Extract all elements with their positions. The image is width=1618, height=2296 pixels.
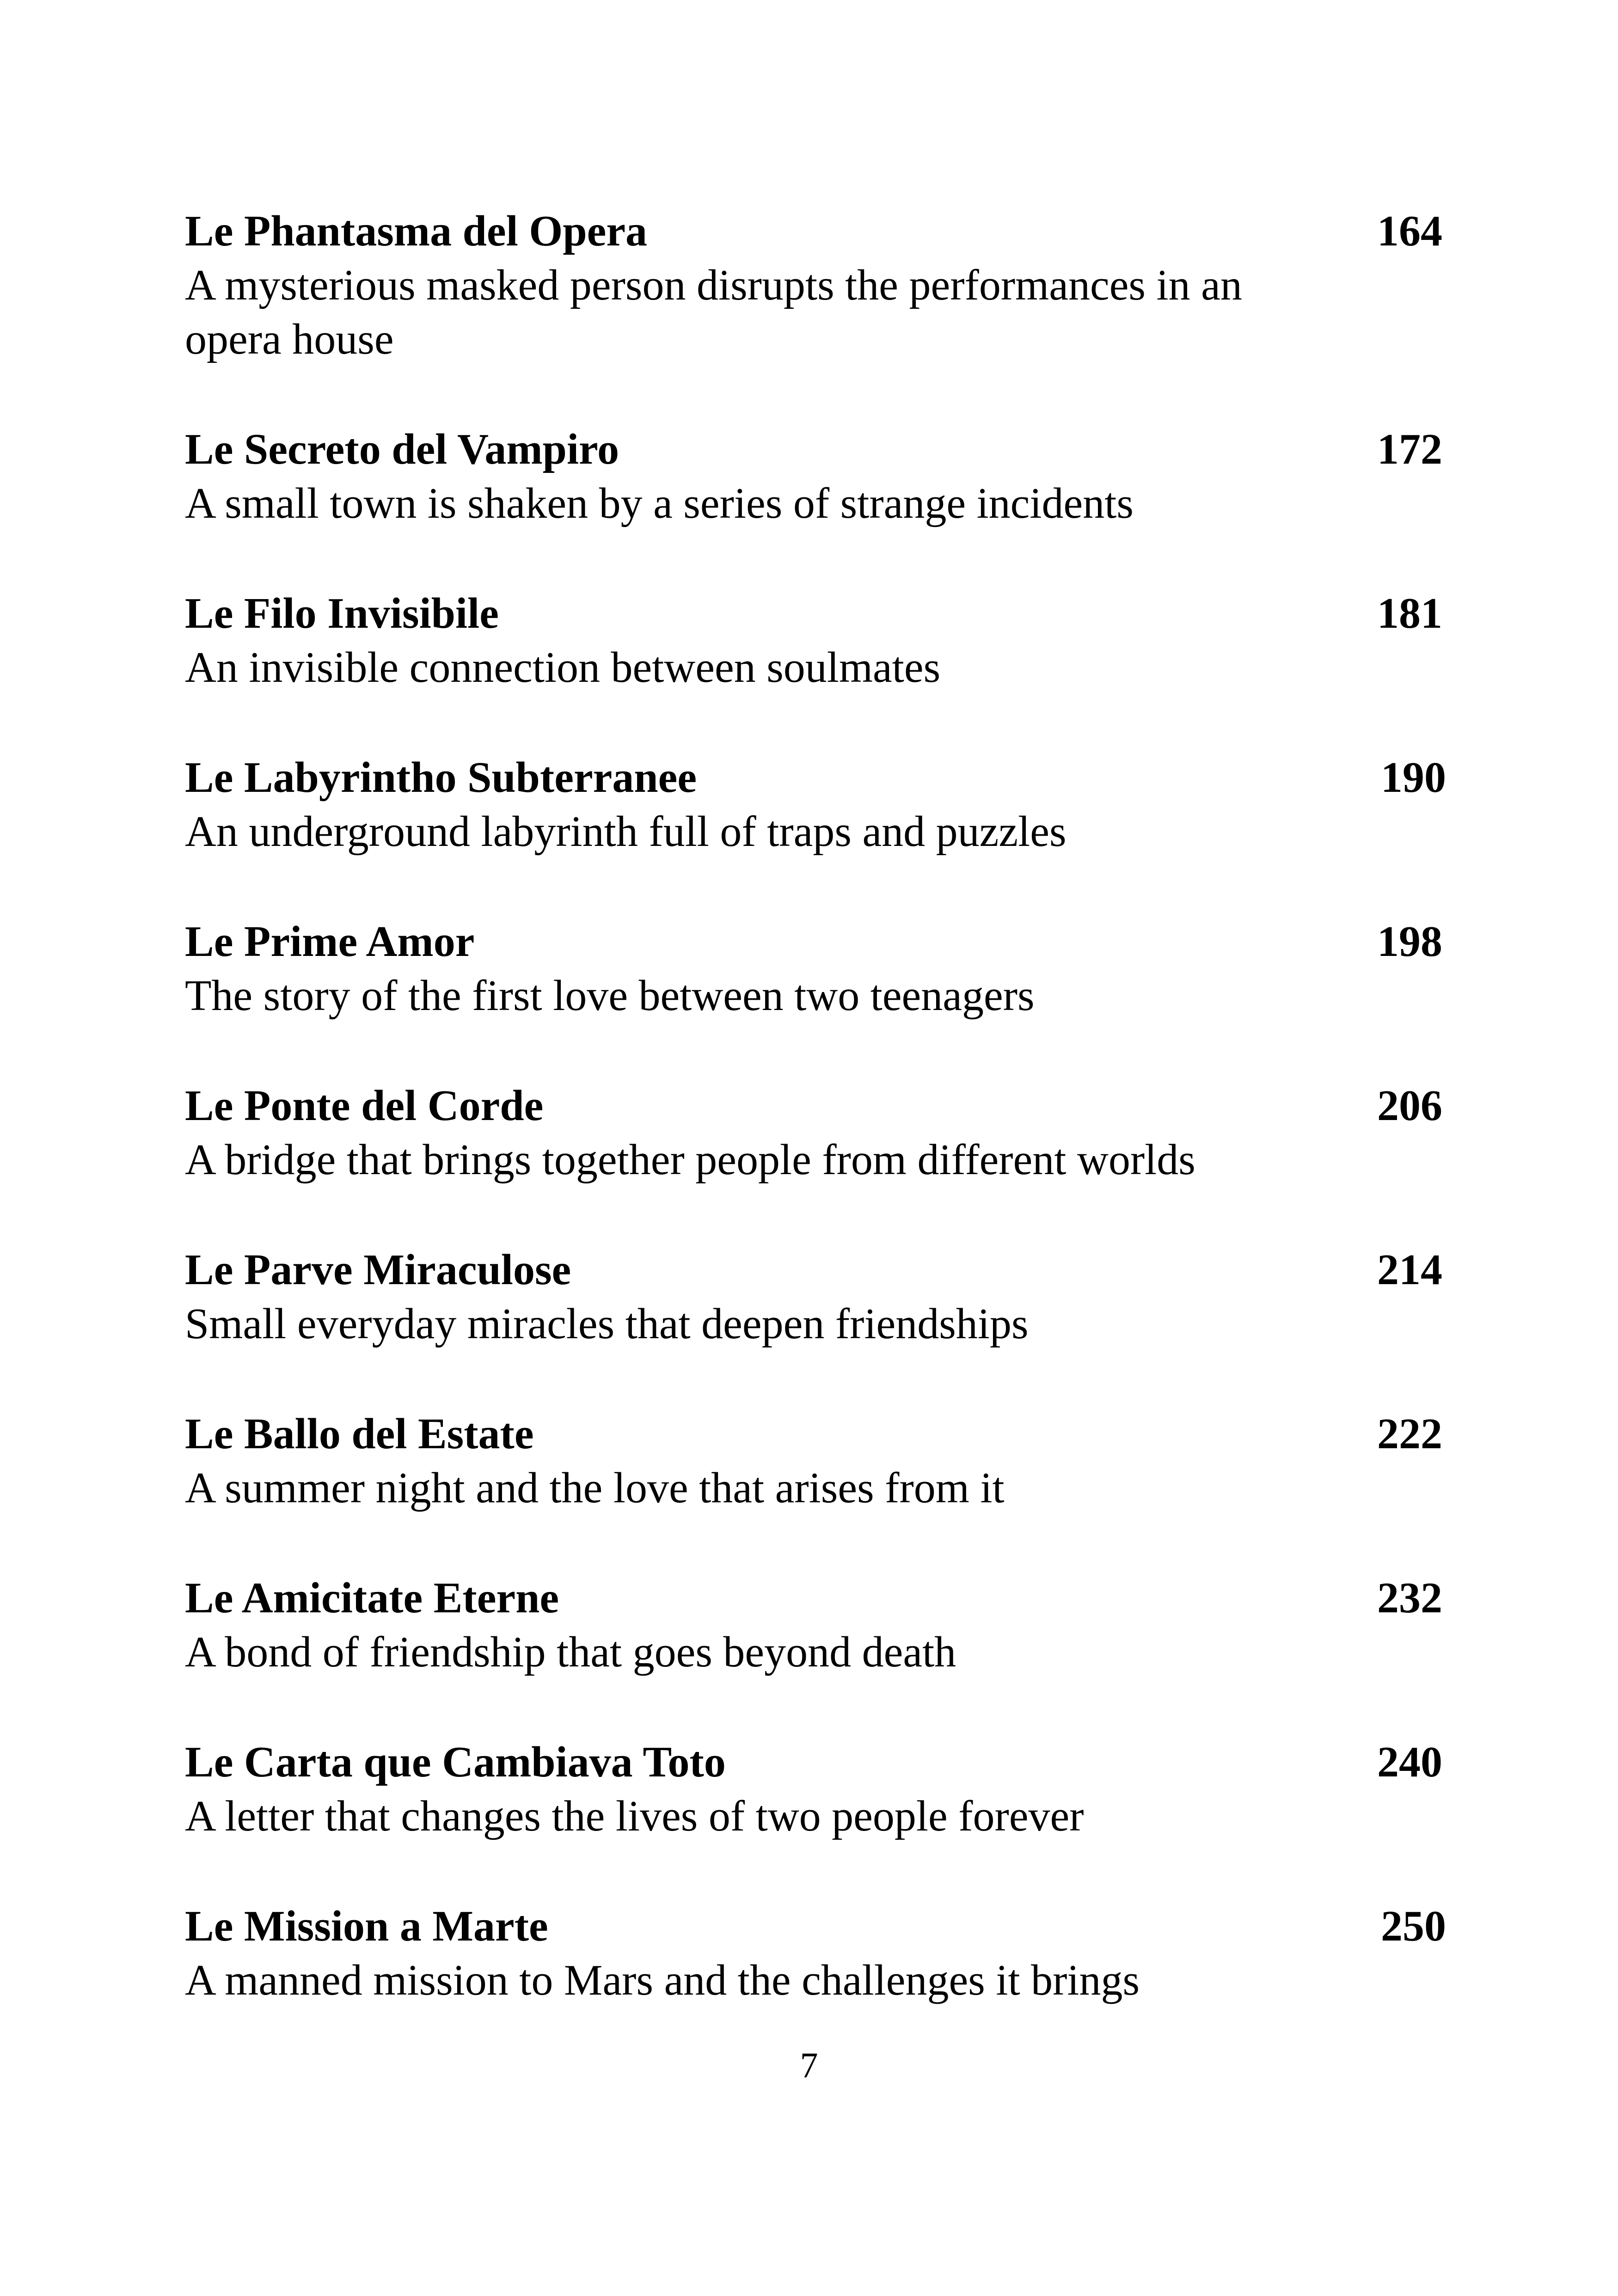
toc-entry-title: Le Secreto del Vampiro [185, 425, 619, 473]
toc-entry [185, 1735, 1442, 1843]
toc-entry [185, 422, 1442, 531]
toc-entry-page-number: 250 [1381, 1902, 1446, 1950]
toc-entry-page-number: 198 [1377, 918, 1442, 966]
toc-entry-title: Le Parve Miraculose [185, 1246, 571, 1294]
toc-entry-header [185, 915, 1442, 969]
toc-entry-title: Le Ballo del Estate [185, 1410, 534, 1458]
toc-entry-header [185, 751, 1446, 805]
toc-entry-description: A letter that changes the lives of two people forever [185, 1792, 1084, 1840]
toc-entry-page-number: 240 [1377, 1738, 1442, 1786]
toc-entry-header [185, 587, 1442, 641]
toc-entry [185, 1899, 1446, 2008]
toc-entry-title: Le Mission a Marte [185, 1902, 548, 1950]
toc-entry-page-number: 214 [1377, 1246, 1442, 1294]
toc-entry-description: The story of the first love between two teenagers [185, 972, 1035, 1020]
toc-entry [185, 1243, 1442, 1351]
toc-entry-header [185, 1899, 1446, 1953]
toc-entry-page-number: 181 [1377, 589, 1442, 637]
toc-entry-header [185, 1079, 1442, 1133]
toc-entry-header [185, 422, 1442, 477]
toc-entry-header [185, 1735, 1442, 1789]
toc-entry-description: An underground labyrinth full of traps and puzzles [185, 808, 1066, 856]
toc-entry-page-number: 190 [1381, 753, 1446, 802]
toc-entry-page-number: 222 [1377, 1410, 1442, 1458]
toc-entry-description: A bridge that brings together people from different worlds [185, 1136, 1195, 1184]
toc-entry-title: Le Labyrintho Subterranee [185, 753, 697, 802]
toc-entry-header [185, 1243, 1442, 1297]
toc-entry [185, 1079, 1442, 1187]
toc-entry-header [185, 1407, 1442, 1461]
toc-entry-description: Small everyday miracles that deepen friendships [185, 1300, 1029, 1348]
toc-entry-title: Le Filo Invisibile [185, 589, 499, 637]
toc-entry [185, 204, 1442, 367]
toc-entry-description: A small town is shaken by a series of strange incidents [185, 479, 1134, 527]
toc-entry-title: Le Phantasma del Opera [185, 207, 648, 255]
toc-entry-description: An invisible connection between soulmates [185, 643, 941, 692]
toc-entry-title: Le Prime Amor [185, 918, 475, 966]
toc-entry-header [185, 204, 1442, 258]
toc-entry-description: A bond of friendship that goes beyond death [185, 1628, 956, 1676]
page-number: 7 [800, 2045, 818, 2085]
toc-entry-description: A manned mission to Mars and the challenges it brings [185, 1956, 1140, 2004]
toc-entry-title: Le Carta que Cambiava Toto [185, 1738, 726, 1786]
toc-entry [185, 751, 1446, 859]
toc-entry [185, 915, 1442, 1023]
toc-entry [185, 587, 1442, 695]
toc-entry [185, 1407, 1442, 1515]
toc-entry-description: A summer night and the love that arises from it [185, 1464, 1005, 1512]
toc-entry-page-number: 172 [1377, 425, 1442, 473]
toc-entry-page-number: 206 [1377, 1082, 1442, 1130]
toc-entry-description: A mysterious masked person disrupts the performances in an opera house [185, 261, 1242, 363]
toc-entry-page-number: 164 [1377, 207, 1442, 255]
toc-entry-header [185, 1571, 1442, 1625]
toc-entry-title: Le Ponte del Corde [185, 1082, 544, 1130]
toc-entry-page-number: 232 [1377, 1574, 1442, 1622]
toc-entry [185, 1571, 1442, 1679]
table-of-contents [185, 204, 1446, 2063]
toc-entry-title: Le Amicitate Eterne [185, 1574, 559, 1622]
